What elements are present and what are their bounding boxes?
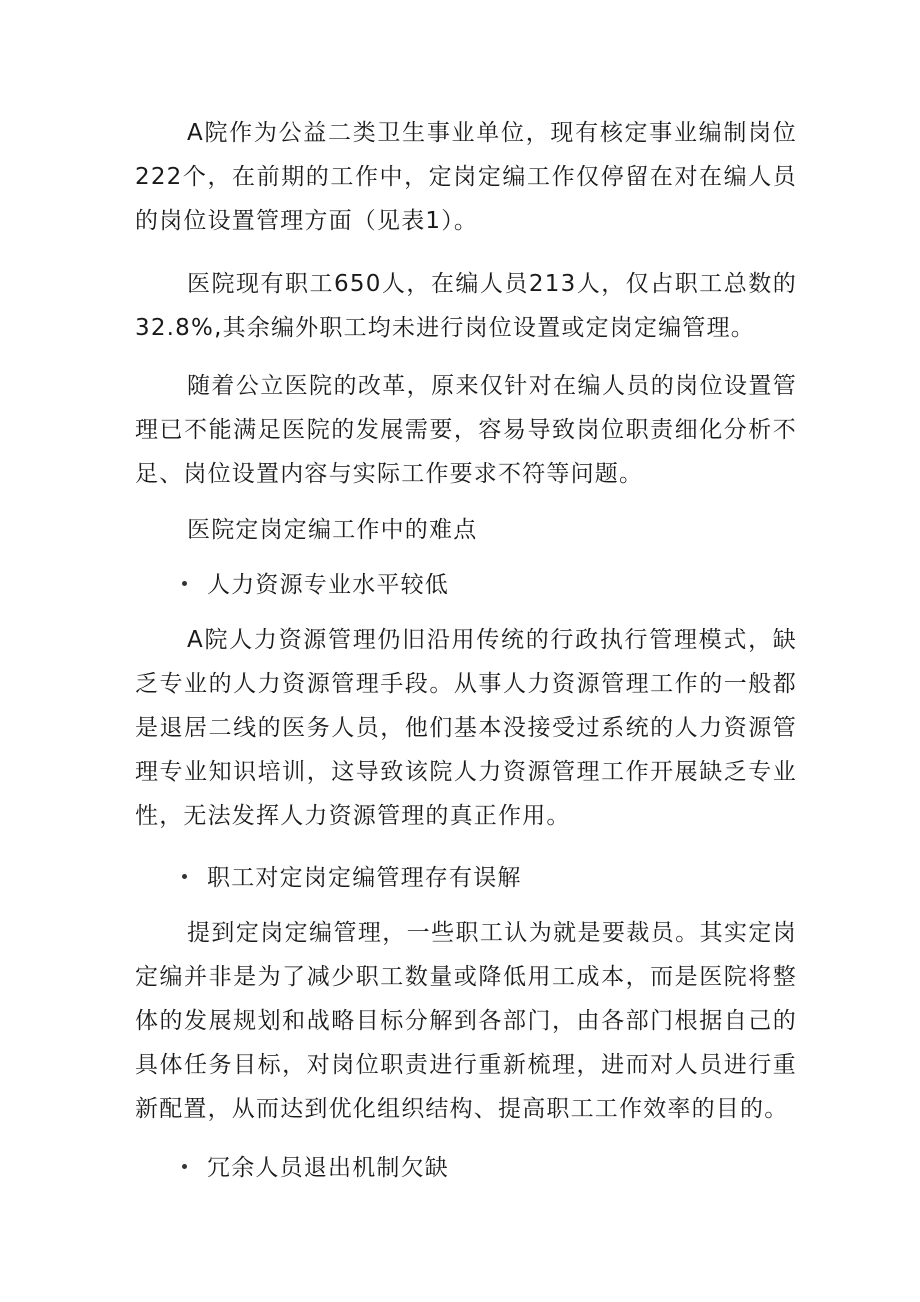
section-heading: 医院定岗定编工作中的难点 [187,517,478,543]
bullet-item-hr-level [182,563,449,607]
paragraph-hr-management: A院人力资源管理仍旧沿用传统的行政执行管理模式，缺乏专业的人力资源管理手段。从事人力资源管理工作的一般都是退居二线的医务人员，他们基本没接受过系统的人力资源管理专业知识培训，这导致该院人力资源管理工作开展缺乏专业性，无法发挥人力资源管理的真正作用。 [135,627,797,829]
bullet-item-misunderstanding [182,856,522,900]
paragraph-staff-count: 医院现有职工650人，在编人员213人，仅占职工总数的32.8%,其余编外职工均未进行岗位设置或定岗定编管理。 [135,271,797,341]
paragraph-reform: 随着公立医院的改革，原来仅针对在编人员的岗位设置管理已不能满足医院的发展需要，容易导致岗位职责细化分析不足、岗位设置内容与实际工作要求不符等问题。 [135,373,797,487]
bullet-icon [182,1164,187,1169]
bullet-label: 人力资源专业水平较低 [207,572,449,598]
bullet-icon [182,581,187,586]
bullet-item-exit-mechanism [182,1146,449,1190]
paragraph-establishment: A院作为公益二类卫生事业单位，现有核定事业编制岗位222个，在前期的工作中，定岗定编工作仅停留在对在编人员的岗位设置管理方面（见表1）。 [135,120,797,234]
bullet-label: 职工对定岗定编管理存有误解 [207,865,522,891]
bullet-label: 冗余人员退出机制欠缺 [207,1155,449,1181]
bullet-icon [182,874,187,879]
paragraph-clarification: 提到定岗定编管理，一些职工认为就是要裁员。其实定岗定编并非是为了减少职工数量或降低用工成本，而是医院将整体的发展规划和战略目标分解到各部门，由各部门根据自己的具体任务目标，对岗位职责进行重新梳理，进而对人员进行重新配置，从而达到优化组织结构、提高职工工作效率的目的。 [135,920,797,1122]
